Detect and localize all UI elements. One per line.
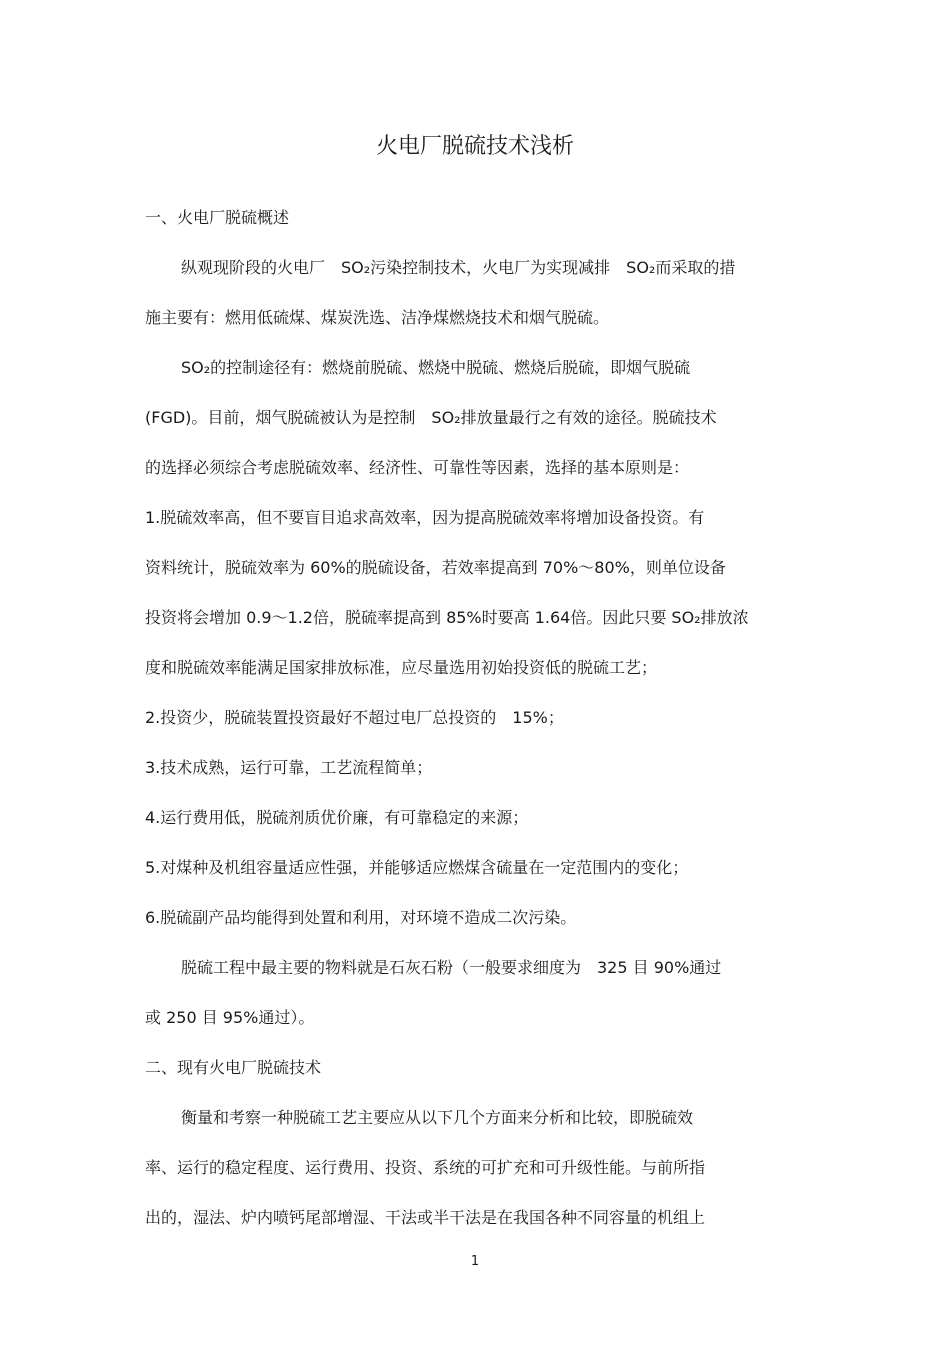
section-heading-2: 二、现有火电厂脱硫技术 [145, 1058, 322, 1077]
list-item-2: 2.投资少，脱硫装置投资最好不超过电厂总投资的 15%； [145, 708, 564, 727]
paragraph-line: 纵观现阶段的火电厂 SO₂污染控制技术，火电厂为实现减排 SO₂而采取的措 [181, 258, 736, 277]
paragraph-line: (FGD)。目前，烟气脱硫被认为是控制 SO₂排放量最行之有效的途径。脱硫技术 [145, 408, 717, 427]
paragraph-line: 衡量和考察一种脱硫工艺主要应从以下几个方面来分析和比较，即脱硫效 [181, 1108, 694, 1127]
paragraph-line: SO₂的控制途径有：燃烧前脱硫、燃烧中脱硫、燃烧后脱硫，即烟气脱硫 [181, 358, 691, 377]
page-number: 1 [470, 1254, 480, 1269]
list-item-4: 4.运行费用低，脱硫剂质优价廉，有可靠稳定的来源； [145, 808, 529, 827]
list-item-6: 6.脱硫副产品均能得到处置和利用，对环境不造成二次污染。 [145, 908, 577, 927]
paragraph-line: 施主要有：燃用低硫煤、煤炭洗选、洁净煤燃烧技术和烟气脱硫。 [145, 308, 610, 327]
paragraph-line: 或 250 目 95%通过）。 [145, 1008, 315, 1027]
paragraph-line: 脱硫工程中最主要的物料就是石灰石粉（一般要求细度为 325 目 90%通过 [181, 958, 722, 977]
paragraph-line: 投资将会增加 0.9～1.2倍，脱硫率提高到 85%时要高 1.64倍。因此只要 SO₂排放浓 [145, 608, 749, 627]
section-heading-1: 一、火电厂脱硫概述 [145, 208, 290, 227]
document-title: 火电厂脱硫技术浅析 [375, 134, 574, 159]
paragraph-line: 度和脱硫效率能满足国家排放标准，应尽量选用初始投资低的脱硫工艺； [145, 658, 658, 677]
paragraph-line: 资料统计，脱硫效率为 60%的脱硫设备，若效率提高到 70%～80%，则单位设备 [145, 558, 726, 577]
list-item-3: 3.技术成熟，运行可靠，工艺流程简单； [145, 758, 433, 777]
list-item-5: 5.对煤种及机组容量适应性强，并能够适应燃煤含硫量在一定范围内的变化； [145, 858, 689, 877]
paragraph-line: 出的，湿法、炉内喷钙尾部增湿、干法或半干法是在我国各种不同容量的机组上 [145, 1208, 706, 1227]
paragraph-line: 的选择必须综合考虑脱硫效率、经济性、可靠性等因素，选择的基本原则是： [145, 458, 690, 477]
list-item-1: 1.脱硫效率高，但不要盲目追求高效率，因为提高脱硫效率将增加设备投资。有 [145, 508, 705, 527]
paragraph-line: 率、运行的稳定程度、运行费用、投资、系统的可扩充和可升级性能。与前所指 [145, 1158, 706, 1177]
